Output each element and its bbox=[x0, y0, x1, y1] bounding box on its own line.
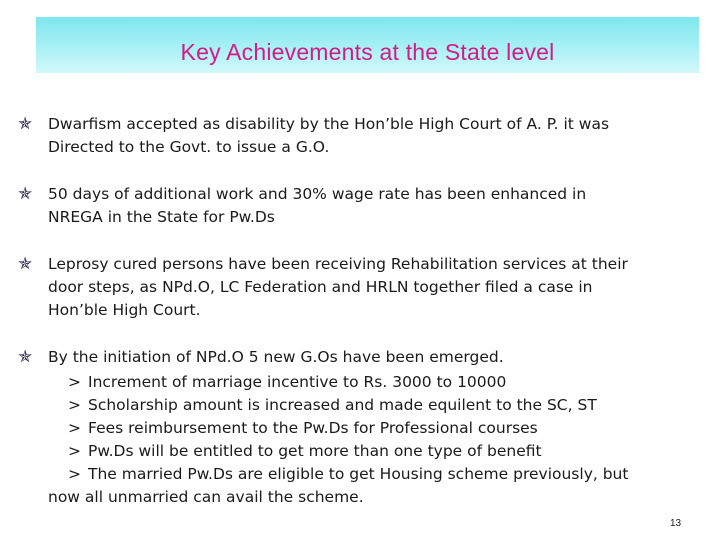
arrow-marker: > bbox=[68, 396, 81, 414]
star-icon: ✯ bbox=[18, 114, 33, 134]
sub-item bbox=[48, 371, 698, 394]
bullet-text: 50 days of additional work and 30% wage rate has been enhanced in NREGA in the State for Pw.Ds bbox=[48, 185, 587, 226]
title-banner bbox=[36, 17, 699, 73]
bullet-text: Dwarfism accepted as disability by the Hon’ble High Court of A. P. it was Directed to the Govt. to issue a G.O. bbox=[48, 115, 610, 156]
star-icon: ✯ bbox=[18, 254, 33, 274]
sub-item bbox=[48, 463, 698, 486]
sub-item bbox=[48, 440, 698, 463]
star-icon: ✯ bbox=[18, 347, 33, 367]
bullet-text: By the initiation of NPd.O 5 new G.Os have been emerged. bbox=[48, 348, 504, 366]
star-icon: ✯ bbox=[18, 184, 33, 204]
sub-item-text: Pw.Ds will be entitled to get more than one type of benefit bbox=[88, 442, 542, 460]
bullet-item bbox=[18, 346, 698, 369]
bullet-text: Leprosy cured persons have been receiving Rehabilitation services at their door steps, as NPd.O, LC Federation and HRLN together filed a case in Hon’ble High Court. bbox=[48, 255, 628, 319]
arrow-marker: > bbox=[68, 442, 81, 460]
sub-item-text: Scholarship amount is increased and made equilent to the SC, ST bbox=[88, 396, 597, 414]
sub-item-text: Increment of marriage incentive to Rs. 3000 to 10000 bbox=[88, 373, 507, 391]
arrow-marker: > bbox=[68, 419, 81, 437]
page-number: 13 bbox=[670, 518, 682, 529]
continuation-text: now all unmarried can avail the scheme. bbox=[48, 488, 364, 506]
bullet-list bbox=[18, 113, 698, 509]
bullet-item bbox=[18, 253, 698, 322]
bullet-item bbox=[18, 113, 698, 159]
sub-item-text: The married Pw.Ds are eligible to get Housing scheme previously, but bbox=[88, 465, 629, 483]
sub-item-text: Fees reimbursement to the Pw.Ds for Professional courses bbox=[88, 419, 538, 437]
bullet-item bbox=[18, 183, 698, 229]
sub-item bbox=[48, 417, 698, 440]
arrow-marker: > bbox=[68, 373, 81, 391]
sub-item bbox=[48, 394, 698, 417]
arrow-marker: > bbox=[68, 465, 81, 483]
slide-title: Key Achievements at the State level bbox=[180, 38, 555, 65]
sub-list bbox=[48, 371, 698, 486]
